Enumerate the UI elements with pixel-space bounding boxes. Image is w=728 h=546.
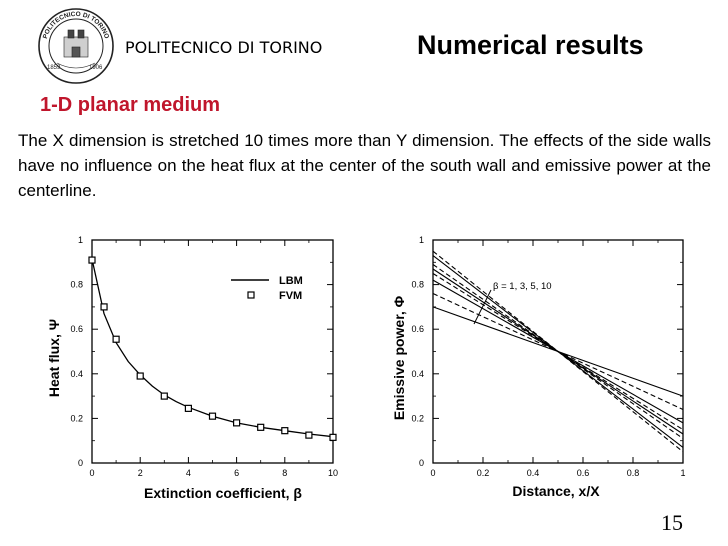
y-tick-label: 0.4	[411, 368, 424, 379]
x-tick-label: 0.4	[526, 468, 540, 478]
x-axis-label: Extinction coefficient, β	[144, 485, 302, 501]
y-tick-label: 0.2	[411, 413, 424, 424]
fvm-marker	[330, 434, 336, 440]
y-tick-label: 0.8	[411, 279, 424, 290]
y-tick-label: 0	[418, 458, 424, 468]
y-tick-label: 0.2	[70, 413, 83, 424]
y-tick-label: 0	[77, 458, 83, 468]
fvm-marker	[306, 432, 312, 438]
y-axis-label: Emissive power, Φ	[391, 295, 407, 421]
x-tick-label: 1	[680, 468, 686, 478]
x-tick-label: 0.2	[476, 468, 490, 478]
x-tick-label: 0.6	[576, 468, 590, 478]
y-tick-label: 0.6	[70, 324, 83, 335]
plot-frame	[92, 240, 333, 463]
x-tick-label: 0	[430, 468, 436, 478]
fvm-marker	[210, 413, 216, 419]
legend-label-lbm: LBM	[279, 275, 303, 287]
y-tick-label: 0.8	[70, 279, 83, 290]
fvm-marker	[89, 257, 95, 263]
x-axis-label: Distance, x/X	[512, 483, 600, 499]
fvm-marker	[137, 373, 143, 379]
svg-text:1906: 1906	[89, 65, 103, 71]
emissive-power-chart	[386, 226, 706, 508]
x-tick-label: 2	[137, 468, 143, 478]
fvm-marker	[113, 336, 119, 342]
fvm-marker	[282, 428, 288, 434]
y-tick-label: 0.6	[411, 324, 424, 335]
legend-marker-fvm	[248, 292, 254, 298]
heat-flux-chart	[36, 226, 366, 508]
svg-text:POLITECNICO DI TORINO: POLITECNICO DI TORINO	[41, 10, 111, 40]
x-tick-label: 6	[234, 468, 240, 478]
dashed-profile-line	[433, 251, 683, 452]
x-tick-label: 4	[185, 468, 191, 478]
description-paragraph: The X dimension is stretched 10 times more than Y dimension. The effects of the side walls have no influence on the heat flux at the center of the south wall and emissive power at the centerline.	[18, 131, 711, 200]
legend-label-fvm: FVM	[279, 290, 303, 302]
fvm-marker	[234, 420, 240, 426]
fvm-marker	[101, 304, 107, 310]
fvm-marker	[161, 393, 167, 399]
politecnico-seal-logo	[37, 7, 115, 85]
fvm-marker	[185, 405, 191, 411]
y-tick-label: 1	[77, 235, 83, 245]
y-axis-label: Heat flux, Ψ	[46, 318, 62, 398]
svg-text:1859: 1859	[47, 65, 61, 71]
x-tick-label: 8	[282, 468, 288, 478]
slide-title: Numerical results	[417, 30, 644, 60]
x-tick-label: 0.8	[626, 468, 640, 478]
y-tick-label: 1	[418, 235, 424, 245]
x-tick-label: 10	[327, 468, 339, 478]
beta-annotation: β = 1, 3, 5, 10	[493, 281, 552, 292]
x-tick-label: 0	[89, 468, 95, 478]
institution-name: POLITECNICO DI TORINO	[125, 38, 323, 57]
section-heading: 1-D planar medium	[40, 94, 221, 116]
fvm-marker	[258, 424, 264, 430]
page-number: 15	[661, 510, 683, 535]
y-tick-label: 0.4	[70, 368, 83, 379]
